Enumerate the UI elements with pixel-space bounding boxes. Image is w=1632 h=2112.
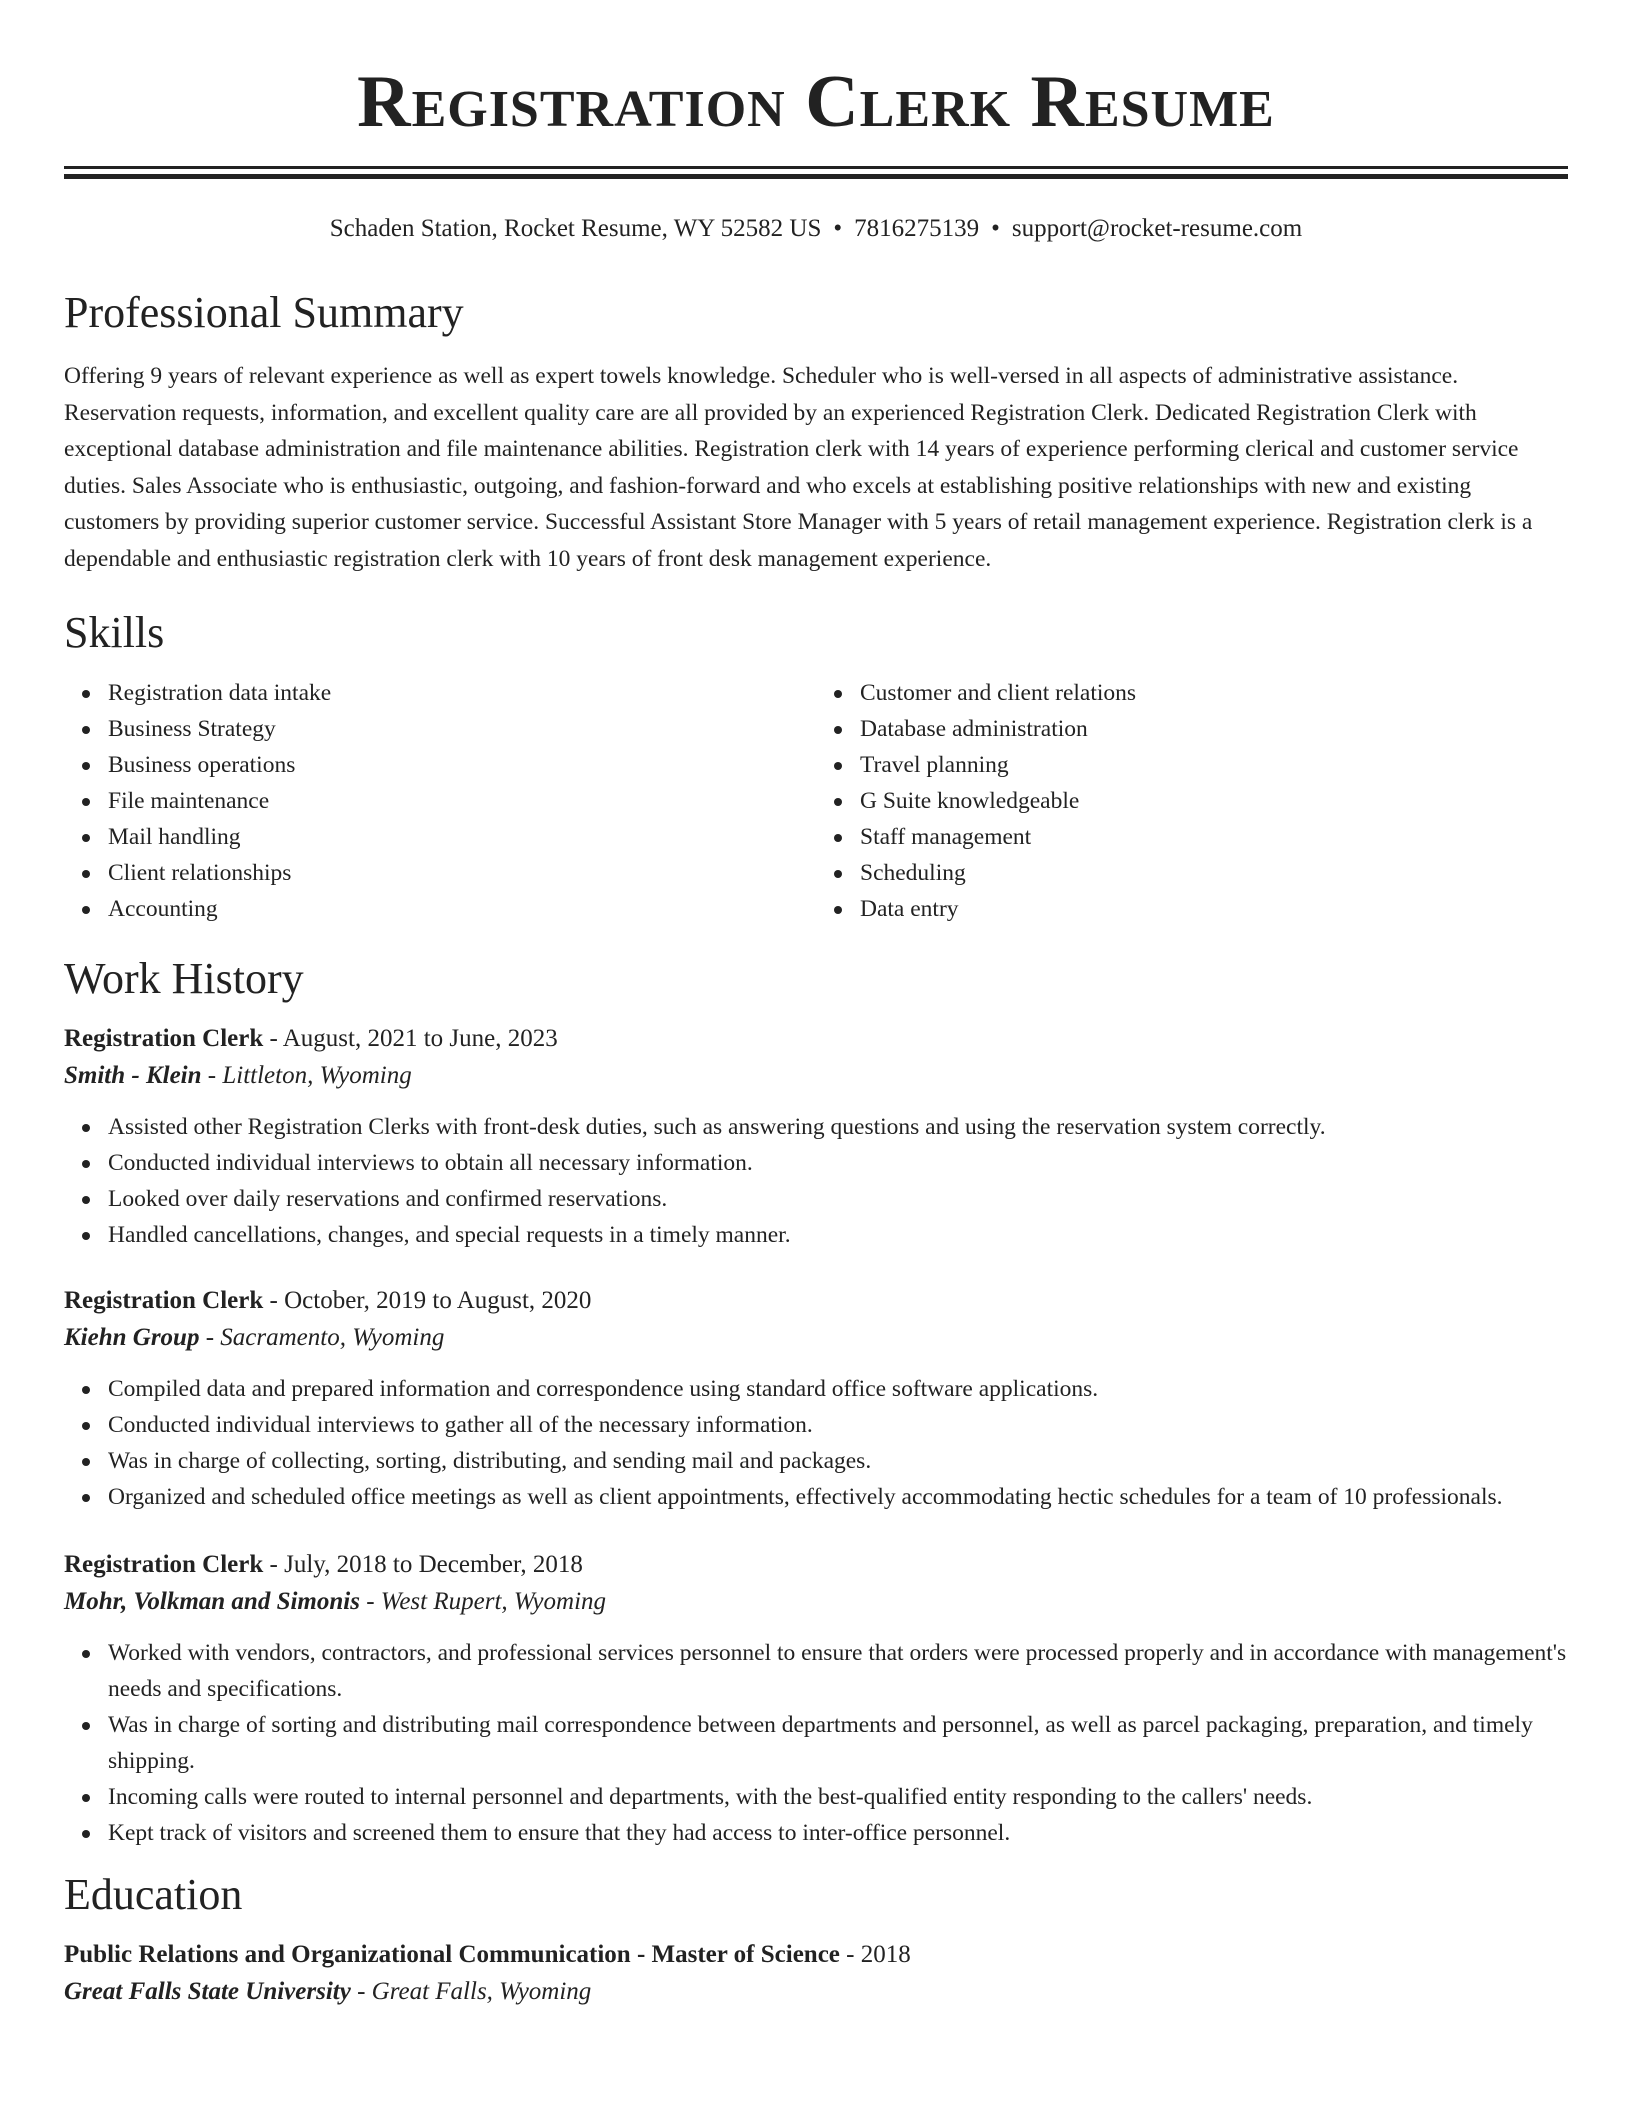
job-dates: - October, 2019 to August, 2020 bbox=[263, 1287, 592, 1314]
contact-address: Schaden Station, Rocket Resume, WY 52582 US bbox=[329, 215, 822, 242]
skill-item: Database administration bbox=[860, 711, 1568, 747]
skill-item: Mail handling bbox=[108, 819, 816, 855]
skills-columns bbox=[64, 675, 1568, 927]
title-rule-thick bbox=[64, 174, 1568, 179]
education-year: - 2018 bbox=[839, 1941, 911, 1968]
job-title: Registration Clerk bbox=[64, 1287, 264, 1314]
job-title: Registration Clerk bbox=[64, 1551, 264, 1578]
education-location: - Great Falls, Wyoming bbox=[350, 1978, 592, 2005]
job-duty: Conducted individual interviews to obtain all necessary information. bbox=[108, 1145, 1568, 1181]
job-duty: Was in charge of sorting and distributing mail correspondence between departments and personnel, as well as parcel packaging, preparation, and timely shipping. bbox=[108, 1707, 1568, 1779]
job-duty: Organized and scheduled office meetings as well as client appointments, effectively accommodating hectic schedules for a team of 10 professionals. bbox=[108, 1479, 1568, 1515]
skill-item: Registration data intake bbox=[108, 675, 816, 711]
job-location: - Littleton, Wyoming bbox=[201, 1062, 412, 1089]
summary-heading: Professional Summary bbox=[64, 288, 464, 337]
job-duties-list bbox=[64, 1635, 1568, 1851]
skill-item: Data entry bbox=[860, 891, 1568, 927]
skill-item: Staff management bbox=[860, 819, 1568, 855]
skills-list-left bbox=[64, 675, 816, 927]
skill-item: Business Strategy bbox=[108, 711, 816, 747]
contact-email: support@rocket-resume.com bbox=[1011, 215, 1303, 242]
skill-item: Scheduling bbox=[860, 855, 1568, 891]
job-company-line bbox=[64, 1583, 1568, 1621]
job-duty: Incoming calls were routed to internal personnel and departments, with the best-qualified entity responding to the callers' needs. bbox=[108, 1779, 1568, 1815]
education-school-line bbox=[64, 1973, 1568, 2011]
job-dates: - August, 2021 to June, 2023 bbox=[263, 1025, 558, 1052]
skill-item: G Suite knowledgeable bbox=[860, 783, 1568, 819]
job-company-line bbox=[64, 1319, 1568, 1357]
skill-item: Business operations bbox=[108, 747, 816, 783]
skill-item: Accounting bbox=[108, 891, 816, 927]
job-duty: Worked with vendors, contractors, and professional services personnel to ensure that orders were processed properly and in accordance with management's needs and specifications. bbox=[108, 1635, 1568, 1707]
title-rule-thin bbox=[64, 166, 1568, 169]
contact-separator: • bbox=[991, 215, 1000, 242]
job-entry bbox=[64, 1547, 1568, 1851]
contact-phone: 7816275139 bbox=[854, 215, 980, 242]
job-header bbox=[64, 1547, 1568, 1583]
job-duty: Conducted individual interviews to gather all of the necessary information. bbox=[108, 1407, 1568, 1443]
job-duties-list bbox=[64, 1109, 1568, 1253]
contact-separator: • bbox=[833, 215, 843, 242]
skill-item: Client relationships bbox=[108, 855, 816, 891]
education-heading: Education bbox=[64, 1870, 243, 1919]
job-location: - Sacramento, Wyoming bbox=[199, 1324, 445, 1351]
job-duty: Handled cancellations, changes, and special requests in a timely manner. bbox=[108, 1217, 1568, 1253]
job-header bbox=[64, 1021, 1568, 1057]
job-duty: Kept track of visitors and screened them to ensure that they had access to inter-office personnel. bbox=[108, 1815, 1568, 1851]
skill-item: Travel planning bbox=[860, 747, 1568, 783]
job-title: Registration Clerk bbox=[64, 1025, 264, 1052]
summary-text: Offering 9 years of relevant experience as well as expert towels knowledge. Scheduler who is well-versed in all aspects of administrative assistance. Reservation requests, information, and excellent quality care are all provided by an experienced Registration Clerk. Dedicated Registration Clerk with exceptional database administration and file maintenance abilities. Registration clerk with 14 years of experience performing clerical and customer service duties. Sales Associate who is enthusiastic, outgoing, and fashion-forward and who excels at establishing positive relationships with new and existing customers by providing superior customer service. Successful Assistant Store Manager with 5 years of retail management experience. Registration clerk is a dependable and enthusiastic registration clerk with 10 years of front desk management experience. bbox=[64, 363, 1533, 572]
job-location: - West Rupert, Wyoming bbox=[359, 1588, 607, 1615]
education-school: Great Falls State University bbox=[64, 1978, 351, 2005]
work-history-heading: Work History bbox=[64, 954, 304, 1003]
education-degree-line bbox=[64, 1937, 1568, 1973]
job-duty: Assisted other Registration Clerks with front-desk duties, such as answering questions and using the reservation system correctly. bbox=[108, 1109, 1568, 1145]
education-degree: Public Relations and Organizational Communication - Master of Science bbox=[64, 1941, 840, 1968]
job-duty: Looked over daily reservations and confirmed reservations. bbox=[108, 1181, 1568, 1217]
job-entry bbox=[64, 1021, 1568, 1253]
job-dates: - July, 2018 to December, 2018 bbox=[263, 1551, 583, 1578]
job-company: Smith - Klein bbox=[64, 1062, 202, 1089]
job-company-line bbox=[64, 1057, 1568, 1095]
skills-list-right bbox=[816, 675, 1568, 927]
job-header bbox=[64, 1283, 1568, 1319]
job-entry bbox=[64, 1283, 1568, 1515]
job-duty: Was in charge of collecting, sorting, distributing, and sending mail and packages. bbox=[108, 1443, 1568, 1479]
job-duties-list bbox=[64, 1371, 1568, 1515]
job-company: Kiehn Group bbox=[64, 1324, 200, 1351]
skills-heading: Skills bbox=[64, 608, 165, 657]
job-duty: Compiled data and prepared information and correspondence using standard office software applications. bbox=[108, 1371, 1568, 1407]
contact-line bbox=[64, 213, 1568, 245]
job-company: Mohr, Volkman and Simonis bbox=[64, 1588, 360, 1615]
resume-title: Registration Clerk Resume bbox=[357, 61, 1275, 143]
skill-item: Customer and client relations bbox=[860, 675, 1568, 711]
skill-item: File maintenance bbox=[108, 783, 816, 819]
